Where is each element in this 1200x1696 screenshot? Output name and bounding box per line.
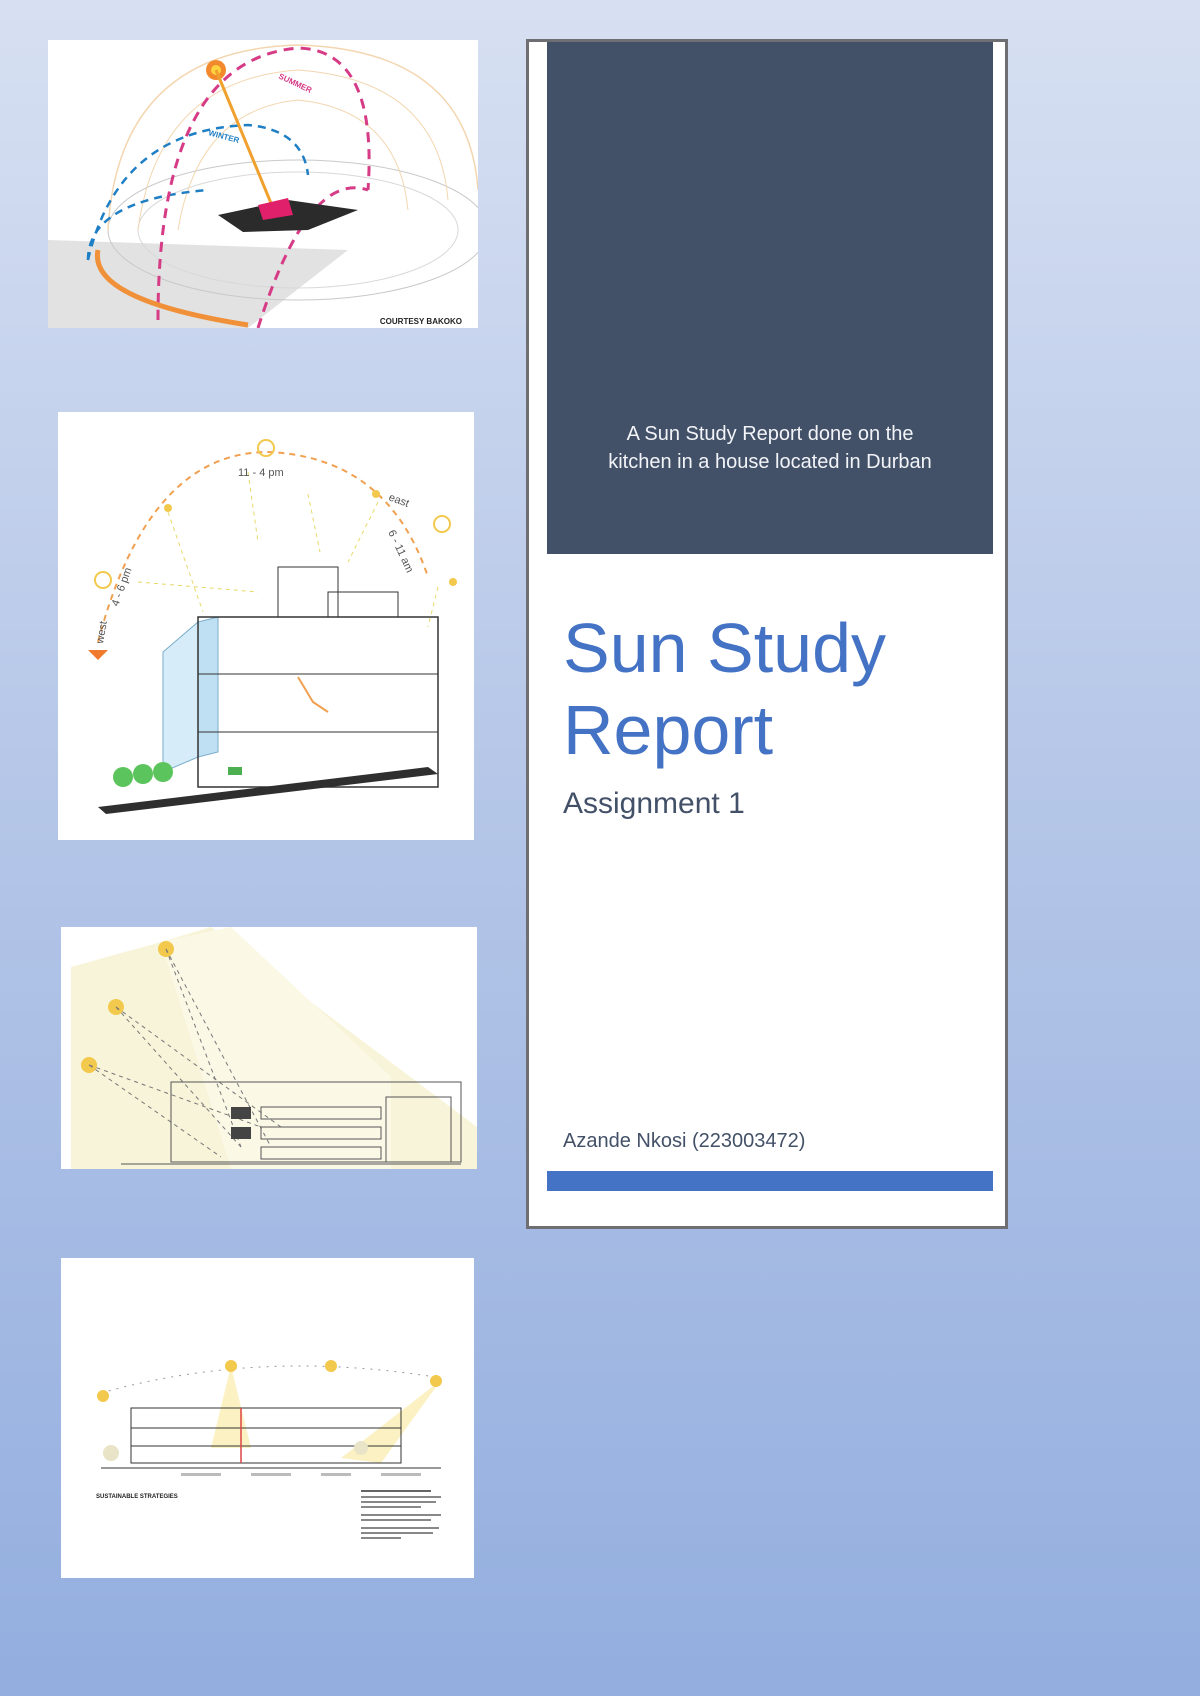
evening-label: 4 - 6 pm xyxy=(109,565,135,609)
report-subtitle: Assignment 1 xyxy=(563,787,745,820)
morning-label: 6 - 11 am xyxy=(385,528,416,575)
winter-label: WINTER xyxy=(207,128,241,146)
east-label: east xyxy=(386,491,411,510)
cover-abstract: A Sun Study Report done on the kitchen in a house located in Durban xyxy=(608,423,932,473)
midday-label: 11 - 4 pm xyxy=(238,467,284,479)
cover-panel xyxy=(526,39,1008,1229)
report-title: Sun Study Report xyxy=(563,609,886,769)
author-name: Azande Nkosi (223003472) xyxy=(563,1130,806,1152)
sun-path-dome-image xyxy=(48,40,478,328)
section-sustainable-image xyxy=(61,1258,474,1578)
west-label: west xyxy=(94,620,110,645)
sustainable-heading: SUSTAINABLE STRATEGIES xyxy=(96,1494,178,1500)
cover-header-band xyxy=(547,42,993,554)
section-sun-angles-image xyxy=(61,927,477,1169)
accent-bar xyxy=(547,1171,993,1191)
building-sun-study-image xyxy=(58,412,474,840)
summer-label: SUMMER xyxy=(277,71,314,95)
image-credit: COURTESY BAKOKO xyxy=(379,317,462,326)
